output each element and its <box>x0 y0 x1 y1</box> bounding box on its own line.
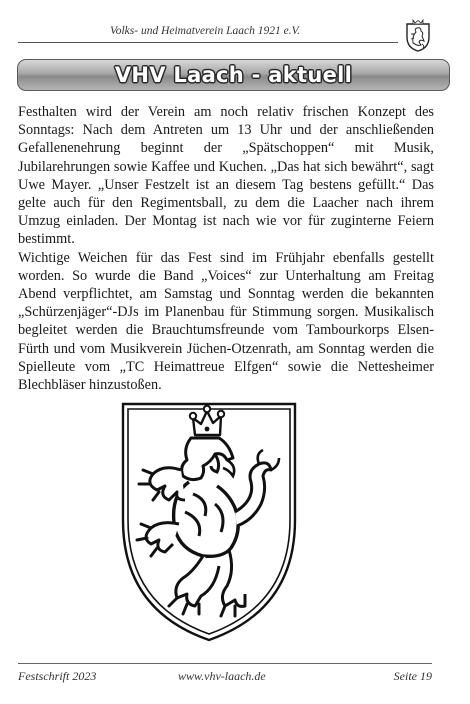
article-paragraph: Festhalten wird der Verein am noch relativ frischen Konzept des Sonntags: Nach dem Antreten um 13 Uhr und der anschließenden Gefallenenehrung beginnt der „Spätschoppen“ mit Musik, Jubilarehrungen sowie Kaffee und Kuchen. „Das hat sich bewährt“, sagt Uwe Mayer. „Unser Festzelt ist an diesem Tag bestens gefüllt.“ Das gelte auch für den Regimentsball, zu dem die Laacher nach ihrem Umzug einladen. Der Montag ist nach wie vor für zuginterne Feiern bestimmt. <box>18 104 434 248</box>
footer-publication: Festschrift 2023 <box>18 669 97 683</box>
article-paragraph: Wichtige Weichen für das Fest sind im Frühjahr ebenfalls gestellt worden. So wurde die Band „Voices“ zur Unterhaltung am Freitag Abend verpflichtet, am Samstag und Sonntag werden die bekannten „Schürzenjäger“-DJs im Planenbau für Stimmung sorgen. Musikalisch begleitet werden die Brauchtumsfreunde vom Tambourkorps Elsen-Fürth und vom Musikverein Jüchen-Otzenrath, am Sonntag werden die Spielleute vom „TC Heimattreue Elfgen“ sowie die Nettesheimer Blechbläser hinzustoßen. <box>18 249 434 394</box>
header-title: Volks- und Heimatverein Laach 1921 e.V. <box>109 25 301 37</box>
footer-website-link[interactable]: www.vhv-laach.de <box>178 669 266 683</box>
footer-divider <box>18 663 432 664</box>
header-divider <box>18 42 398 43</box>
lion-coat-of-arms-icon <box>119 400 299 645</box>
section-banner <box>17 59 450 91</box>
footer-page-number: Seite 19 <box>393 669 432 683</box>
coat-of-arms-icon <box>404 19 432 53</box>
section-title: VHV Laach - aktuell <box>114 63 353 87</box>
article-body <box>18 103 434 394</box>
